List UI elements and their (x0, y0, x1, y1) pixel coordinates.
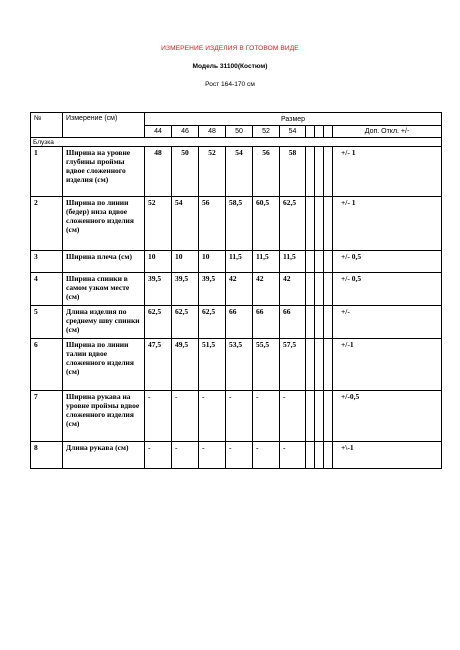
table-row (31, 391, 442, 442)
size-value: 11,5 (226, 251, 253, 273)
tolerance-value: +/-1 (333, 339, 442, 391)
size-value: 66 (280, 306, 306, 339)
empty-cell (315, 147, 324, 197)
section-label: Блузка (31, 138, 442, 147)
row-number: 3 (31, 251, 63, 273)
measurement-name: Ширина плеча (см) (63, 251, 145, 273)
column-header-size: Размер (145, 113, 442, 126)
size-value: 52 (145, 197, 172, 251)
table-row (31, 339, 442, 391)
empty-cell (306, 442, 315, 469)
size-value: 42 (280, 273, 306, 306)
tolerance-value: +\-1 (333, 442, 442, 469)
empty-cell (324, 251, 333, 273)
table-row (31, 442, 442, 469)
size-value: - (253, 391, 280, 442)
empty-cell (324, 197, 333, 251)
size-label: 44 (145, 126, 172, 138)
document-title: ИЗМЕРЕНИЕ ИЗДЕЛИЯ В ГОТОВОМ ВИДЕ (161, 45, 299, 52)
empty-cell (315, 251, 324, 273)
size-value: - (145, 391, 172, 442)
row-number: 5 (31, 306, 63, 339)
empty-cell (306, 339, 315, 391)
size-value: 62,5 (199, 306, 226, 339)
size-label: 54 (280, 126, 306, 138)
empty-cell (306, 147, 315, 197)
tolerance-value: +/- 1 (333, 197, 442, 251)
size-value: 62,5 (172, 306, 199, 339)
size-value: - (226, 391, 253, 442)
empty-cell (315, 442, 324, 469)
size-value: - (172, 442, 199, 469)
size-label: 50 (226, 126, 253, 138)
size-value: 42 (226, 273, 253, 306)
size-value: 57,5 (280, 339, 306, 391)
tolerance-value: +/- 1 (333, 147, 442, 197)
empty-cell (306, 306, 315, 339)
size-value: 54 (226, 147, 253, 197)
size-value: 10 (172, 251, 199, 273)
size-value: 39,5 (145, 273, 172, 306)
empty-cell (306, 251, 315, 273)
empty-cell (306, 126, 315, 138)
measurement-name: Ширина рукава на уровне проймы вдвое сложенного изделия (см) (63, 391, 145, 442)
table-row (31, 147, 442, 197)
size-value: 11,5 (253, 251, 280, 273)
size-value: 42 (253, 273, 280, 306)
empty-cell (324, 147, 333, 197)
size-value: 58 (280, 147, 306, 197)
size-value: 10 (199, 251, 226, 273)
size-value: 11,5 (280, 251, 306, 273)
size-value: 60,5 (253, 197, 280, 251)
size-value: - (253, 442, 280, 469)
column-header-measurement: Измерение (см) (63, 113, 145, 138)
size-value: 55,5 (253, 339, 280, 391)
size-value: 54 (172, 197, 199, 251)
empty-cell (324, 391, 333, 442)
size-value: - (199, 442, 226, 469)
column-header-tolerance: Доп. Откл. +/- (333, 126, 442, 138)
size-value: - (226, 442, 253, 469)
size-value: 56 (199, 197, 226, 251)
tolerance-value: +/- 0,5 (333, 273, 442, 306)
empty-cell (306, 273, 315, 306)
table-row (31, 197, 442, 251)
measurement-table (30, 112, 442, 469)
model-name: Модель 31100(Костюм) (192, 63, 268, 70)
size-value: - (145, 442, 172, 469)
row-number: 4 (31, 273, 63, 306)
empty-cell (315, 273, 324, 306)
tolerance-value: +/- (333, 306, 442, 339)
empty-cell (324, 306, 333, 339)
size-value: 10 (145, 251, 172, 273)
size-value: - (172, 391, 199, 442)
table-row (31, 251, 442, 273)
size-value: 49,5 (172, 339, 199, 391)
size-value: - (199, 391, 226, 442)
size-value: - (280, 391, 306, 442)
size-value: 58,5 (226, 197, 253, 251)
tolerance-value: +/-0,5 (333, 391, 442, 442)
row-number: 7 (31, 391, 63, 442)
row-number: 2 (31, 197, 63, 251)
size-value: 52 (199, 147, 226, 197)
size-label: 48 (199, 126, 226, 138)
size-value: 66 (226, 306, 253, 339)
size-label: 52 (253, 126, 280, 138)
size-value: 62,5 (145, 306, 172, 339)
column-header-number: № (31, 113, 63, 138)
measurement-name: Длина изделия по среднему шву спинки (см) (63, 306, 145, 339)
size-label: 46 (172, 126, 199, 138)
size-value: 66 (253, 306, 280, 339)
empty-cell (324, 126, 333, 138)
empty-cell (315, 126, 324, 138)
size-value: 39,5 (199, 273, 226, 306)
size-value: 51,5 (199, 339, 226, 391)
tolerance-value: +/- 0,5 (333, 251, 442, 273)
size-value: 53,5 (226, 339, 253, 391)
measurement-name: Длина рукава (см) (63, 442, 145, 469)
empty-cell (315, 197, 324, 251)
row-number: 1 (31, 147, 63, 197)
table-row (31, 273, 442, 306)
measurement-name: Ширина по линии (бедер) низа вдвое сложенного изделия (см) (63, 197, 145, 251)
size-value: 50 (172, 147, 199, 197)
table-row (31, 306, 442, 339)
empty-cell (306, 391, 315, 442)
size-value: 62,5 (280, 197, 306, 251)
empty-cell (315, 339, 324, 391)
empty-cell (324, 339, 333, 391)
measurement-name: Ширина спинки в самом узком месте (см) (63, 273, 145, 306)
empty-cell (324, 442, 333, 469)
header-row (31, 113, 442, 126)
empty-cell (315, 391, 324, 442)
empty-cell (324, 273, 333, 306)
size-value: 56 (253, 147, 280, 197)
size-value: 47,5 (145, 339, 172, 391)
size-value: - (280, 442, 306, 469)
empty-cell (306, 197, 315, 251)
size-value: 39,5 (172, 273, 199, 306)
row-number: 6 (31, 339, 63, 391)
size-value: 48 (145, 147, 172, 197)
section-row (31, 138, 442, 147)
empty-cell (315, 306, 324, 339)
measurement-name: Ширина на уровне глубины проймы вдвое сложенного изделия (см) (63, 147, 145, 197)
row-number: 8 (31, 442, 63, 469)
measurement-name: Ширина по линии талии вдвое сложенного изделия (см) (63, 339, 145, 391)
height-range: Рост 164-170 см (205, 81, 255, 88)
